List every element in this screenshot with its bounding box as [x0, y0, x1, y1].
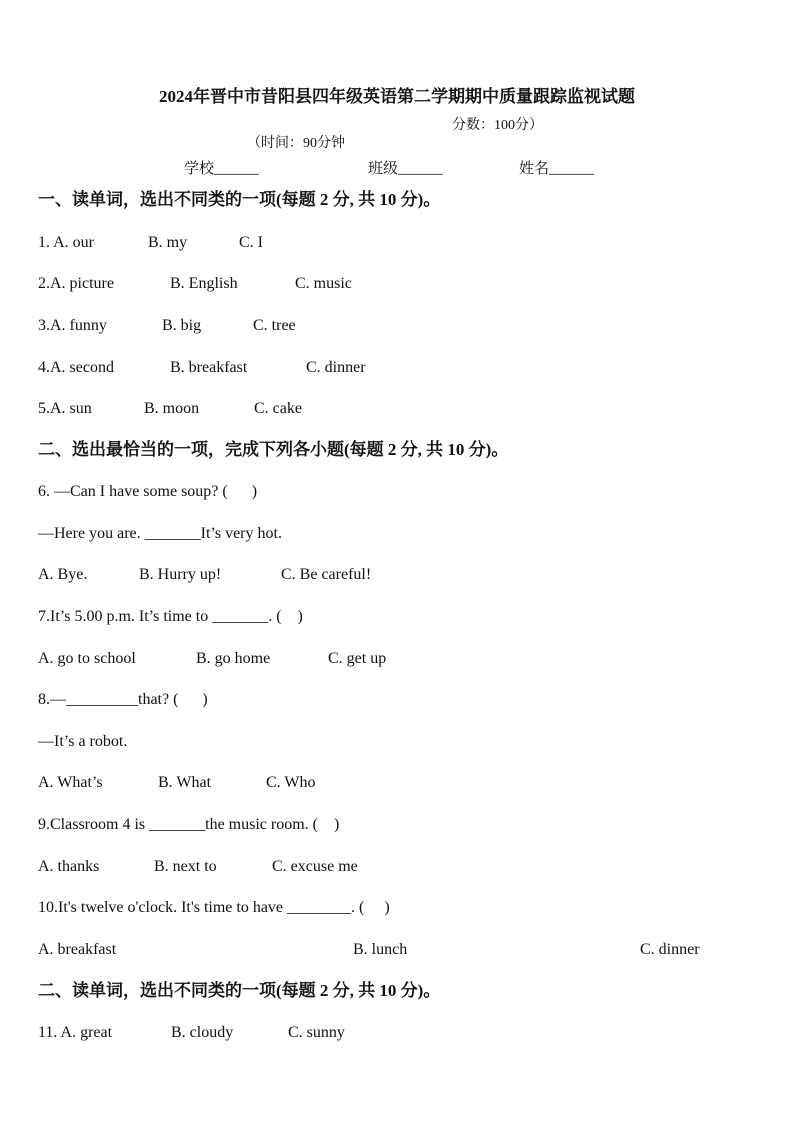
- section-heading-1: 一、读单词，选出不同类的一项(每题 2 分, 共 10 分)。: [38, 190, 441, 209]
- option-b[interactable]: B. moon: [144, 400, 200, 417]
- question-8-reply: —It’s a robot.: [38, 733, 128, 750]
- option-b[interactable]: B. next to: [154, 858, 217, 875]
- option-c[interactable]: C. tree: [253, 317, 296, 334]
- option-c[interactable]: C. get up: [328, 650, 387, 667]
- question-6-stem: 6. —Can I have some soup? ( ): [38, 483, 258, 500]
- option-c[interactable]: C. music: [295, 275, 352, 292]
- option-a[interactable]: A. What’s: [38, 774, 103, 791]
- option-a[interactable]: 5.A. sun: [38, 400, 92, 417]
- option-a[interactable]: 2.A. picture: [38, 275, 114, 292]
- option-b[interactable]: B. lunch: [353, 941, 408, 958]
- option-c[interactable]: C. dinner: [306, 359, 366, 376]
- question-6-reply: —Here you are. _______It’s very hot.: [38, 525, 282, 542]
- option-b[interactable]: B. big: [162, 317, 202, 334]
- option-c[interactable]: C. excuse me: [272, 858, 358, 875]
- option-a[interactable]: 1. A. our: [38, 234, 94, 251]
- option-a[interactable]: A. breakfast: [38, 941, 117, 958]
- option-b[interactable]: B. Hurry up!: [139, 566, 222, 583]
- page-title: 2024年晋中市昔阳县四年级英语第二学期期中质量跟踪监视试题: [159, 87, 635, 106]
- option-b[interactable]: B. cloudy: [171, 1024, 234, 1041]
- name-field[interactable]: 姓名______: [519, 161, 595, 177]
- option-a[interactable]: A. Bye.: [38, 566, 88, 583]
- question-7-stem: 7.It’s 5.00 p.m. It’s time to _______. ( ): [38, 608, 303, 625]
- option-b[interactable]: B. What: [158, 774, 212, 791]
- exam-time: （时间：90分钟: [247, 136, 345, 151]
- option-c[interactable]: C. Be careful!: [281, 566, 372, 583]
- option-a[interactable]: 4.A. second: [38, 359, 114, 376]
- option-c[interactable]: C. dinner: [640, 941, 700, 958]
- exam-score: 分数：100分）: [452, 118, 543, 133]
- option-c[interactable]: C. cake: [254, 400, 302, 417]
- option-b[interactable]: B. breakfast: [170, 359, 248, 376]
- option-c[interactable]: C. sunny: [288, 1024, 345, 1041]
- option-b[interactable]: B. English: [170, 275, 238, 292]
- option-b[interactable]: B. go home: [196, 650, 271, 667]
- question-8-stem: 8.—_________that? ( ): [38, 691, 208, 708]
- question-10-stem: 10.It's twelve o'clock. It's time to have ________. ( ): [38, 899, 390, 916]
- option-a[interactable]: A. thanks: [38, 858, 100, 875]
- school-field[interactable]: 学校______: [184, 161, 260, 177]
- question-11: [38, 1023, 345, 1103]
- class-field[interactable]: 班级______: [368, 161, 444, 177]
- option-a[interactable]: A. go to school: [38, 650, 136, 667]
- section-heading-3: 二、读单词，选出不同类的一项(每题 2 分, 共 10 分)。: [38, 981, 441, 1000]
- option-b[interactable]: B. my: [148, 234, 188, 251]
- option-a[interactable]: 3.A. funny: [38, 317, 107, 334]
- option-c[interactable]: C. Who: [266, 774, 316, 791]
- option-c[interactable]: C. I: [239, 234, 263, 251]
- section-heading-2: 二、选出最恰当的一项，完成下列各小题(每题 2 分, 共 10 分)。: [38, 440, 509, 459]
- option-a[interactable]: 11. A. great: [38, 1024, 113, 1041]
- question-9-stem: 9.Classroom 4 is _______the music room. ( ): [38, 816, 340, 833]
